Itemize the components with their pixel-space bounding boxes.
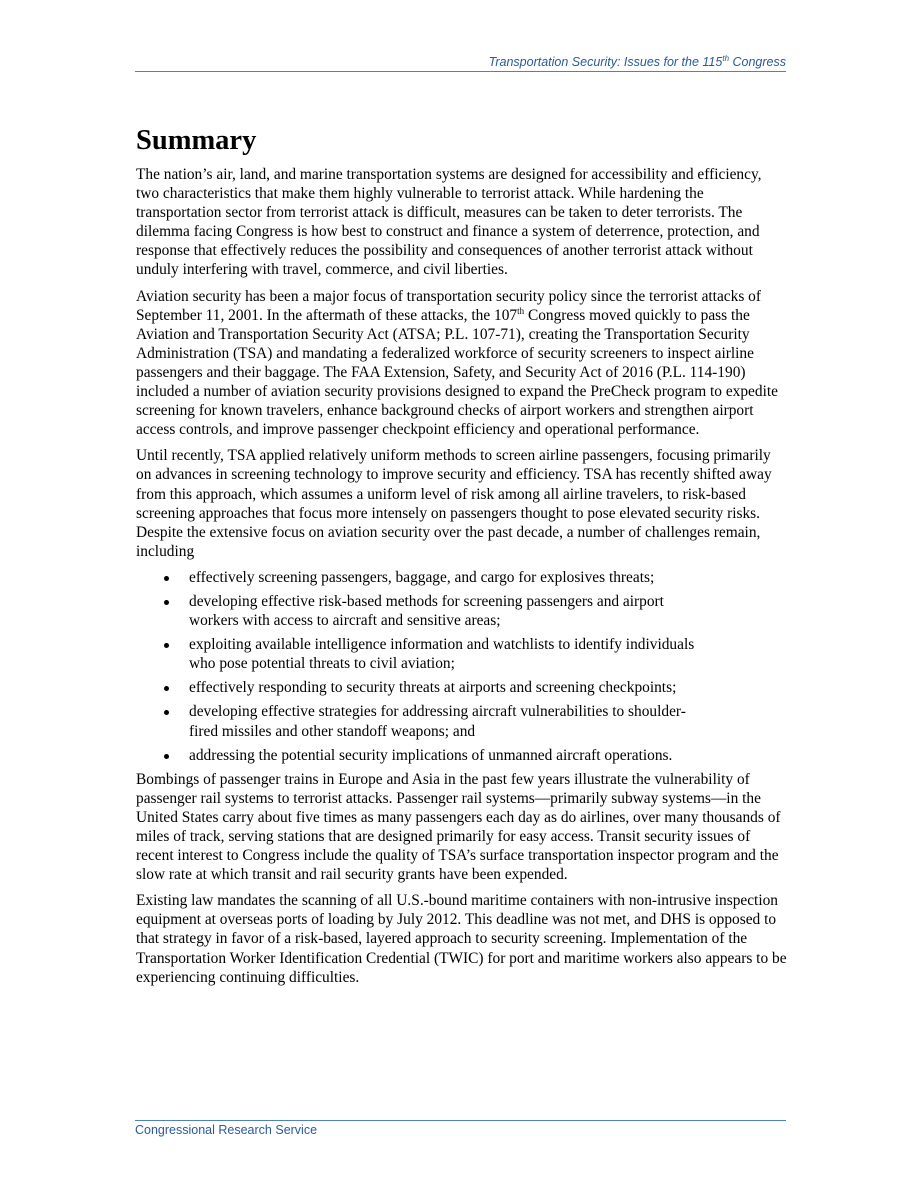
header-title-suffix: Congress [729,55,786,70]
bullet-icon [164,754,169,759]
summary-section [136,122,788,994]
list-item: developing effective strategies for addressing aircraft vulnerabilities to shoulder-fired missiles and other standoff weapons; and [136,702,701,740]
paragraph-1: The nation’s air, land, and marine transportation systems are designed for accessibility and efficiency, two characteristics that make them highly vulnerable to terrorist attack. While hardening the transportation sector from terrorist attack is difficult, measures can be taken to deter terrorists. The dilemma facing Congress is how best to construct and finance a system of deterrence, protection, and response that effectively reduces the possibility and consequences of another terrorist attack without unduly interfering with travel, commerce, and civil liberties. [136,166,762,279]
bullet-icon [164,710,169,715]
challenges-list [136,568,788,765]
running-footer [135,1120,786,1137]
list-item: effectively screening passengers, baggage, and cargo for explosives threats; [136,568,701,587]
paragraph-2-sup: th [517,305,525,316]
bullet-icon [164,643,169,648]
list-item: developing effective risk-based methods for screening passengers and airport workers with access to aircraft and sensitive areas; [136,592,701,630]
list-item: effectively responding to security threats at airports and screening checkpoints; [136,678,789,697]
footer-text: Congressional Research Service [135,1123,318,1137]
list-item: addressing the potential security implications of unmanned aircraft operations. [136,746,789,765]
paragraph-5: Existing law mandates the scanning of all U.S.-bound maritime containers with non-intrusive inspection equipment at overseas ports of loading by July 2012. This deadline was not met, and DHS is opposed to that strategy in favor of a risk-based, layered approach to security screening. Implementation of the Transportation Worker Identification Credential (TWIC) for port and maritime workers also appears to be experiencing continuing difficulties. [136,892,787,986]
paragraph-2 [136,287,788,440]
bullet-icon [164,686,169,691]
paragraph-2-part-b: Congress moved quickly to pass the Aviation and Transportation Security Act (ATSA; P.L. 107-71), creating the Transportation Security Administration (TSA) and mandating a federalized workforce of security screeners to inspect airline passengers and their baggage. The FAA Extension, Safety, and Security Act of 2016 (P.L. 114-190) included a number of aviation security provisions designed to expand the PreCheck program to expedite screening for known travelers, enhance background checks of airport workers and strengthen airport access controls, and improve passenger checkpoint efficiency and operational performance. [136,306,778,439]
paragraph-2-part-a: Aviation security has been a major focus of transportation security policy since the terrorist attacks of September 11, 2001. In the aftermath of these attacks, the 107 [136,287,761,324]
list-item: exploiting available intelligence information and watchlists to identify individuals who pose potential threats to civil aviation; [136,635,701,673]
paragraph-3: Until recently, TSA applied relatively uniform methods to screen airline passengers, focusing primarily on advances in screening technology to improve security and efficiency. TSA has recently shifted away from this approach, which assumes a uniform level of risk among all airline travelers, to risk-based screening approaches that focus more intensely on passengers thought to pose elevated security risks. Despite the extensive focus on aviation security over the past decade, a number of challenges remain, including [136,447,772,560]
header-title-sup: th [722,54,730,63]
header-title-prefix: Transportation Security: Issues for the 115 [488,55,723,70]
running-header [135,54,786,72]
bullet-icon [164,600,169,605]
paragraph-4: Bombings of passenger trains in Europe and Asia in the past few years illustrate the vulnerability of passenger rail systems to terrorist attacks. Passenger rail systems—primarily subway systems—in the United States carry about five times as many passengers each day as do airlines, over many thousands of miles of track, serving stations that are designed primarily for easy access. Transit security issues of recent interest to Congress include the quality of TSA’s surface transportation inspector program and the slow rate at which transit and rail security grants have been expended. [136,770,781,884]
section-heading: Summary [136,125,257,156]
bullet-icon [164,576,169,581]
